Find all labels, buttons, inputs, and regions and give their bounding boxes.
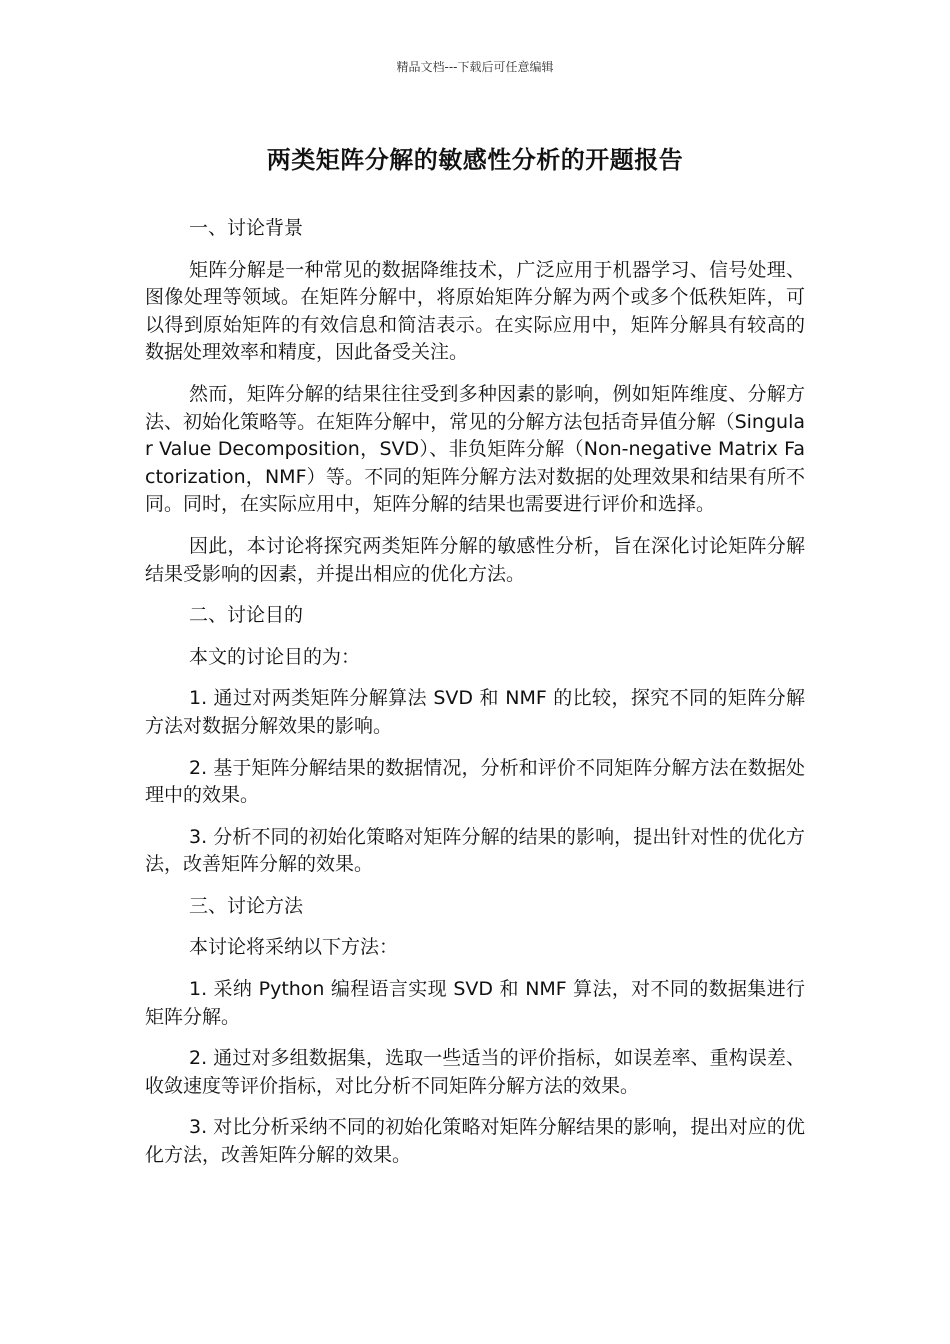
list-item: 1. 通过对两类矩阵分解算法 SVD 和 NMF 的比较，探究不同的矩阵分解方法对数据分解效果的影响。 — [145, 687, 805, 737]
page-header: 精品文档---下载后可任意编辑 — [396, 60, 554, 74]
paragraph: 本文的讨论目的为： — [189, 645, 361, 668]
list-item: 2. 通过对多组数据集，选取一些适当的评价指标，如误差率、重构误差、收敛速度等评价指标，对比分析不同矩阵分解方法的效果。 — [145, 1047, 805, 1097]
list-item: 3. 对比分析采纳不同的初始化策略对矩阵分解结果的影响，提出对应的优化方法，改善矩阵分解的效果。 — [145, 1116, 805, 1167]
paragraph: 矩阵分解是一种常见的数据降维技术，广泛应用于机器学习、信号处理、图像处理等领域。在矩阵分解中，将原始矩阵分解为两个或多个低秩矩阵，可以得到原始矩阵的有效信息和简洁表示。在实际应用中，矩阵分解具有较高的数据处理效率和精度，因此备受关注。 — [145, 258, 805, 364]
paragraph: 然而，矩阵分解的结果往往受到多种因素的影响，例如矩阵维度、分解方法、初始化策略等。在矩阵分解中，常见的分解方法包括奇异值分解（Singular Value Decomposition，SVD）、非负矩阵分解（Non-negative Matrix Factorization，NMF）等。不同的矩阵分解方法对数据的处理效果和结果有所不同。同时，在实际应用中，矩阵分解的结果也需要进行评价和选择。 — [145, 382, 805, 516]
document-body — [145, 215, 805, 1184]
list-item: 1. 采纳 Python 编程语言实现 SVD 和 NMF 算法，对不同的数据集进行矩阵分解。 — [145, 978, 805, 1028]
section-heading-background: 一、讨论背景 — [189, 217, 304, 239]
section-heading-purpose: 二、讨论目的 — [189, 604, 304, 627]
list-item: 2. 基于矩阵分解结果的数据情况，分析和评价不同矩阵分解方法在数据处理中的效果。 — [145, 756, 805, 807]
section-heading-method: 三、讨论方法 — [189, 894, 304, 917]
paragraph: 本讨论将采纳以下方法： — [189, 936, 399, 959]
paragraph: 因此，本讨论将探究两类矩阵分解的敏感性分析，旨在深化讨论矩阵分解结果受影响的因素，并提出相应的优化方法。 — [145, 534, 805, 585]
list-item: 3. 分析不同的初始化策略对矩阵分解的结果的影响，提出针对性的优化方法，改善矩阵分解的效果。 — [145, 825, 805, 876]
document-title: 两类矩阵分解的敏感性分析的开题报告 — [266, 146, 684, 174]
